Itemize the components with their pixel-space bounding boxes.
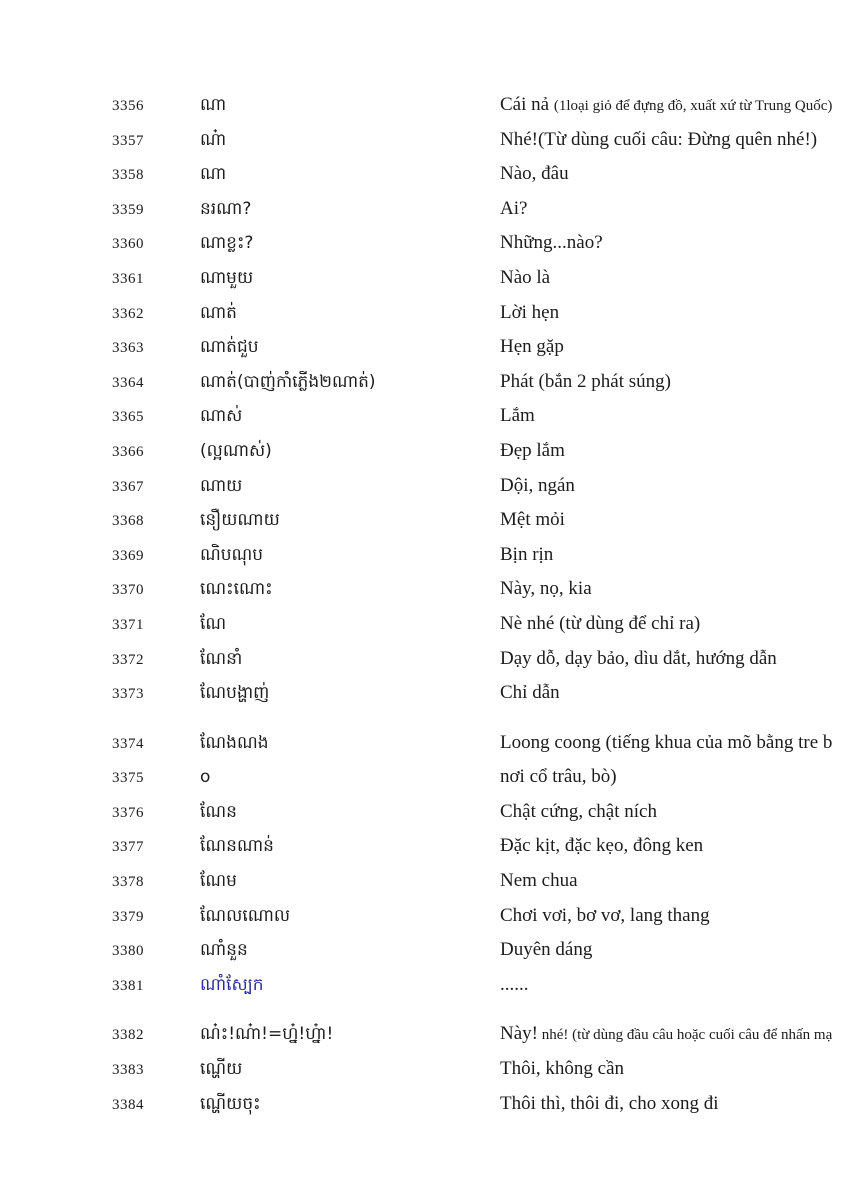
table-row	[0, 1087, 848, 1122]
entry-number: 3381	[112, 977, 144, 994]
entry-number: 3372	[112, 651, 144, 668]
entry-number: 3380	[112, 943, 144, 960]
khmer-word: ណា	[200, 95, 227, 115]
entry-number: 3356	[112, 98, 144, 114]
vietnamese-translation	[500, 296, 848, 332]
table-row	[0, 226, 848, 261]
table-row	[0, 365, 848, 400]
translation-main-text: Này!	[500, 1023, 538, 1045]
vietnamese-translation	[500, 261, 848, 297]
vietnamese-translation	[500, 226, 848, 262]
khmer-word: ណាត់ជួប	[200, 337, 259, 358]
translation-main-text: Bịn rịn	[500, 543, 554, 565]
translation-main-text: Chỉ dẫn	[500, 682, 560, 704]
translation-main-text: Nè nhé (từ dùng để chỉ ra)	[500, 612, 701, 634]
vietnamese-translation	[500, 365, 848, 401]
vietnamese-translation	[500, 192, 848, 228]
table-row	[0, 192, 848, 227]
table-row	[0, 434, 848, 469]
translation-main-text: Thôi, không cần	[500, 1058, 625, 1080]
translation-main-text: Dạy dỗ, dạy bảo, dìu dắt, hướng dẫn	[500, 647, 777, 669]
entry-number: 3365	[112, 409, 144, 426]
translation-main-text: Loong coong (tiếng khua của mõ bằng tre b	[500, 731, 833, 753]
table-row	[0, 933, 848, 968]
table-row	[0, 538, 848, 573]
vietnamese-translation	[500, 330, 848, 366]
khmer-word: នឿយណាយ	[200, 510, 280, 531]
translation-main-text: Cái nả	[500, 94, 554, 115]
khmer-word: ណាខ្លះ?	[200, 233, 254, 254]
khmer-word: o	[200, 767, 211, 788]
table-row	[0, 261, 848, 296]
table-row	[0, 864, 848, 899]
table-row	[0, 503, 848, 538]
table-row	[0, 88, 848, 123]
khmer-word: ណ្ហើយចុះ	[200, 1093, 261, 1114]
entry-number: 3366	[112, 443, 144, 460]
vietnamese-translation	[500, 899, 848, 935]
vietnamese-translation	[500, 795, 848, 831]
vietnamese-translation	[500, 1087, 848, 1123]
table-row	[0, 157, 848, 192]
khmer-word: ណែ	[200, 613, 227, 634]
khmer-word: ណ៎ា	[200, 129, 227, 150]
khmer-word: ណែលណោល	[200, 905, 291, 926]
entry-number: 3373	[112, 686, 144, 703]
vietnamese-translation	[500, 864, 848, 900]
khmer-word: ណាត់	[200, 302, 237, 323]
entry-number: 3379	[112, 908, 144, 925]
word-list	[0, 88, 848, 1121]
translation-main-text: Nhé!(Từ dùng cuối câu: Đừng quên nhé!)	[500, 128, 818, 150]
vietnamese-translation	[500, 726, 848, 762]
vietnamese-translation	[500, 968, 848, 1004]
vietnamese-translation	[500, 676, 848, 712]
entry-number: 3359	[112, 201, 144, 218]
translation-main-text: Những...nào?	[500, 232, 603, 254]
khmer-word: ណែងណង	[200, 732, 269, 753]
table-row	[0, 1017, 848, 1052]
entry-number: 3357	[112, 132, 144, 149]
entry-number: 3362	[112, 305, 144, 322]
translation-main-text: Chơi vơi, bơ vơ, lang thang	[500, 904, 710, 926]
table-row	[0, 330, 848, 365]
translation-main-text: Nem chua	[500, 870, 578, 892]
vietnamese-translation	[500, 399, 848, 435]
vietnamese-translation	[500, 1052, 848, 1088]
table-row	[0, 829, 848, 864]
vietnamese-translation	[500, 538, 848, 574]
khmer-word: ណែម	[200, 871, 237, 892]
table-row	[0, 760, 848, 795]
entry-number: 3363	[112, 340, 144, 357]
vietnamese-translation	[500, 1017, 848, 1053]
translation-main-text: Hẹn gặp	[500, 336, 564, 358]
khmer-word: ណែបង្ហាញ់	[200, 683, 270, 704]
vietnamese-translation	[500, 469, 848, 505]
entry-number: 3382	[112, 1027, 144, 1044]
table-row	[0, 399, 848, 434]
entry-number: 3361	[112, 270, 144, 287]
entry-number: 3384	[112, 1096, 144, 1113]
entry-number: 3375	[112, 770, 144, 787]
khmer-word: ណាស់	[200, 406, 243, 427]
khmer-word: ណាត់(បាញ់កាំភ្លើង២ណាត់)	[200, 371, 376, 392]
khmer-word: ណែនណាន់	[200, 836, 274, 857]
table-row	[0, 968, 848, 1003]
table-row	[0, 899, 848, 934]
entry-number: 3370	[112, 582, 144, 599]
entry-number: 3364	[112, 374, 144, 391]
translation-main-text: Mệt mỏi	[500, 509, 565, 531]
vietnamese-translation	[500, 933, 848, 969]
entry-number: 3374	[112, 735, 144, 752]
entry-number: 3360	[112, 236, 144, 253]
khmer-word: ណា	[200, 164, 227, 185]
khmer-word: ណាយ	[200, 475, 243, 496]
khmer-word: ណ្ហើយ	[200, 1059, 243, 1080]
translation-note-text: nhé! (từ dùng đầu câu hoặc cuối câu để nhấn mạ	[537, 1027, 833, 1044]
vietnamese-translation	[500, 572, 848, 608]
vietnamese-translation	[500, 642, 848, 678]
translation-main-text: Phát (bắn 2 phát súng)	[500, 370, 671, 392]
translation-main-text: Ai?	[500, 197, 528, 219]
table-row	[0, 469, 848, 504]
khmer-word: ណ៎ះ!ណ៎ា!=ហ្ន៎!ហ្ន៎ា!	[200, 1024, 334, 1045]
entry-number: 3378	[112, 874, 144, 891]
khmer-word: ណាំនួន	[200, 940, 248, 961]
translation-main-text: Lời hẹn	[500, 301, 560, 323]
translation-main-text: Đặc kịt, đặc kẹo, đông ken	[500, 835, 704, 857]
translation-note-text: (1loại giỏ để đựng đồ, xuất xứ từ Trung Quốc)	[553, 98, 833, 114]
entry-number: 3369	[112, 547, 144, 564]
khmer-word: ណែនាំ	[200, 648, 243, 669]
table-row	[0, 572, 848, 607]
entry-number: 3358	[112, 167, 144, 184]
translation-main-text: ......	[500, 973, 529, 995]
table-row	[0, 1052, 848, 1087]
translation-main-text: Lắm	[500, 405, 535, 427]
khmer-word: ណាមួយ	[200, 267, 254, 288]
khmer-word: នរណា?	[200, 198, 252, 219]
vietnamese-translation	[500, 760, 848, 796]
entry-number: 3367	[112, 478, 144, 495]
khmer-word[interactable]: ណាំស្បែក	[200, 974, 264, 995]
entry-number: 3371	[112, 616, 144, 633]
translation-main-text: Đẹp lắm	[500, 439, 565, 461]
khmer-word: ណិបណុប	[200, 544, 264, 565]
vietnamese-translation	[500, 88, 848, 124]
table-row	[0, 607, 848, 642]
khmer-word: ណេះណោះ	[200, 579, 273, 600]
translation-main-text: Dội, ngán	[500, 474, 575, 496]
entry-number: 3368	[112, 513, 144, 530]
table-row	[0, 726, 848, 761]
vietnamese-translation	[500, 607, 848, 643]
table-row	[0, 795, 848, 830]
vietnamese-translation	[500, 829, 848, 865]
entry-number: 3377	[112, 839, 144, 856]
vietnamese-translation	[500, 123, 848, 159]
translation-main-text: nơi cổ trâu, bò)	[500, 766, 617, 788]
khmer-word: ណែន	[200, 801, 237, 822]
translation-main-text: Chật cứng, chật ních	[500, 800, 657, 822]
entry-number: 3376	[112, 804, 144, 821]
entry-number: 3383	[112, 1062, 144, 1079]
translation-main-text: Nào là	[500, 266, 551, 288]
translation-main-text: Nào, đâu	[500, 163, 569, 185]
vietnamese-translation	[500, 503, 848, 539]
vietnamese-translation	[500, 157, 848, 193]
table-row	[0, 642, 848, 677]
khmer-word: (ល្អណាស់)	[200, 440, 272, 461]
translation-main-text: Thôi thì, thôi đi, cho xong đi	[500, 1092, 719, 1114]
translation-main-text: Này, nọ, kia	[500, 578, 592, 600]
table-row	[0, 676, 848, 711]
table-row	[0, 123, 848, 158]
vietnamese-translation	[500, 434, 848, 470]
translation-main-text: Duyên dáng	[500, 939, 593, 961]
table-row	[0, 296, 848, 331]
